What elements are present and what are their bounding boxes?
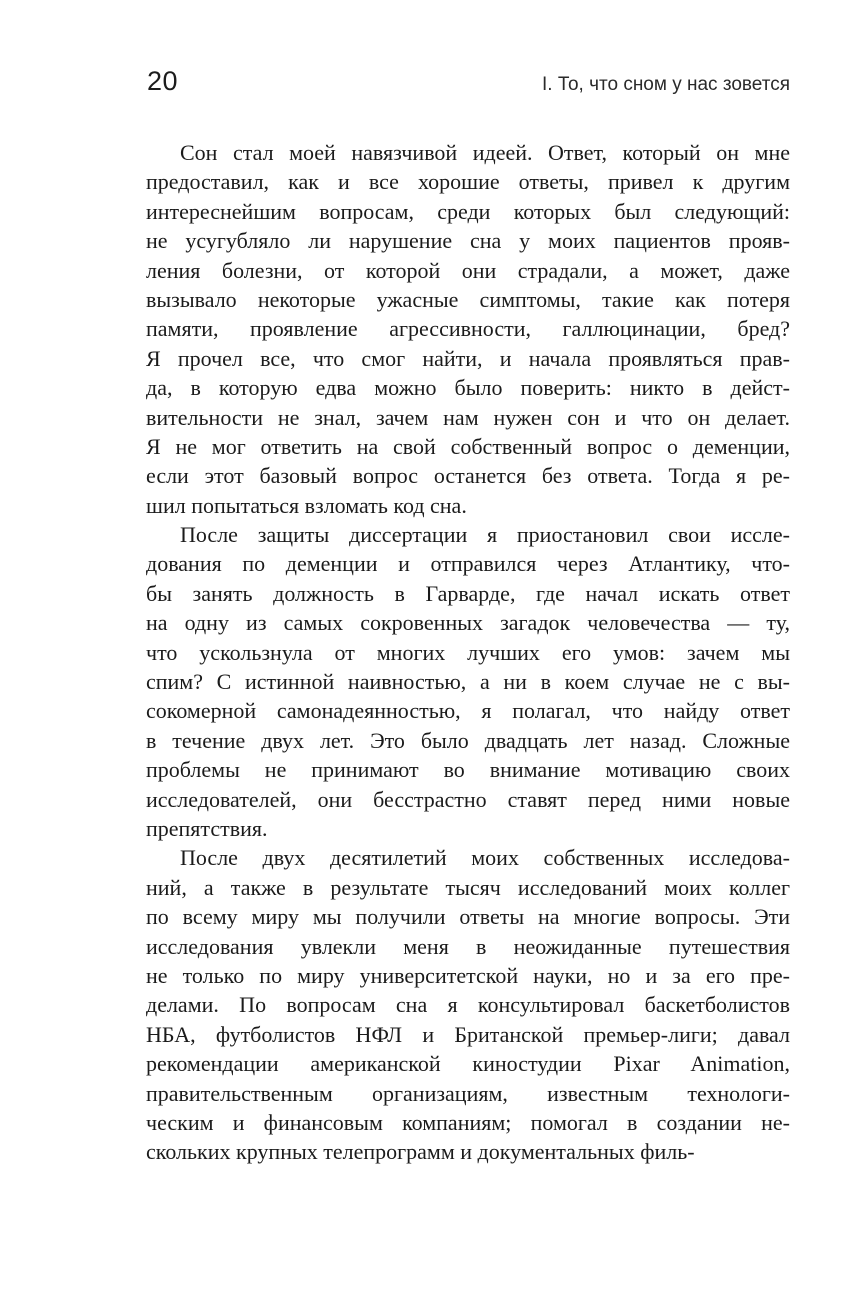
text-line: ления болезни, от которой они страдали, а может, даже [146,257,790,283]
text-line: если этот базовый вопрос останется без ответа. Тогда я ре- [146,463,790,489]
text-line: проблемы не принимают во внимание мотивацию своих [146,757,790,783]
text-line: не только по миру университетской науки, но и за его пре- [146,962,790,988]
text-line: препятствия. [146,815,268,841]
text-line: Я не мог ответить на свой собственный вопрос о деменции, [146,433,790,459]
text-line: После защиты диссертации я приостановил свои иссле- [180,522,790,548]
text-line: рекомендации американской киностудии Pixar Animation, [146,1051,790,1077]
text-line: интереснейшим вопросам, среди которых был следующий: [146,198,790,224]
text-line: бы занять должность в Гарварде, где начал искать ответ [146,580,790,606]
text-line: спим? С истинной наивностью, а ни в коем случае не с вы- [146,669,790,695]
text-line: вительности не знал, зачем нам нужен сон и что он делает. [146,404,790,430]
text-line: Сон стал моей навязчивой идеей. Ответ, который он мне [180,140,790,165]
text-line: правительственным организациям, известным технологи- [146,1080,790,1106]
paragraph [146,138,790,520]
text-line: ний, а также в результате тысяч исследований моих коллег [146,874,790,900]
text-line: НБА, футболистов НФЛ и Британской премьер-лиги; давал [146,1021,790,1047]
text-line: После двух десятилетий моих собственных исследова- [180,845,790,871]
text-line: шил попытаться взломать код сна. [146,492,467,518]
text-line: сокомерной самонадеянностью, я полагал, что найду ответ [146,698,790,724]
text-line: не усугубляло ли нарушение сна у моих пациентов прояв- [146,228,790,254]
text-line: скольких крупных телепрограмм и документальных филь- [146,1139,695,1165]
text-line: да, в которую едва можно было поверить: никто в дейст- [146,375,790,401]
text-line: по всему миру мы получили ответы на многие вопросы. Эти [146,904,790,930]
text-line: в течение двух лет. Это было двадцать лет назад. Сложные [146,727,790,753]
text-line: дования по деменции и отправился через Атлантику, что- [146,551,790,577]
text-line: предоставил, как и все хорошие ответы, привел к другим [146,169,790,195]
text-line: исследователей, они бесстрастно ставят перед ними новые [146,786,790,812]
page-header [147,66,790,98]
text-line: делами. По вопросам сна я консультировал баскетболистов [146,992,790,1018]
paragraph [146,520,790,843]
text-line: исследования увлекли меня в неожиданные путешествия [146,933,790,959]
text-line: ческим и финансовым компаниям; помогал в создании не- [146,1109,790,1135]
text-line: памяти, проявление агрессивности, галлюцинации, бред? [146,316,790,342]
body-text [146,138,790,1167]
running-header: I. То, что сном у нас зовется [542,74,790,95]
text-line: что ускользнула от многих лучших его умов: зачем мы [146,639,790,665]
text-line: на одну из самых сокровенных загадок человечества — ту, [146,610,790,636]
text-line: вызывало некоторые ужасные симптомы, такие как потеря [146,286,790,312]
text-line: Я прочел все, что смог найти, и начала проявляться прав- [146,345,790,371]
paragraph [146,843,790,1166]
page-number: 20 [147,66,179,96]
